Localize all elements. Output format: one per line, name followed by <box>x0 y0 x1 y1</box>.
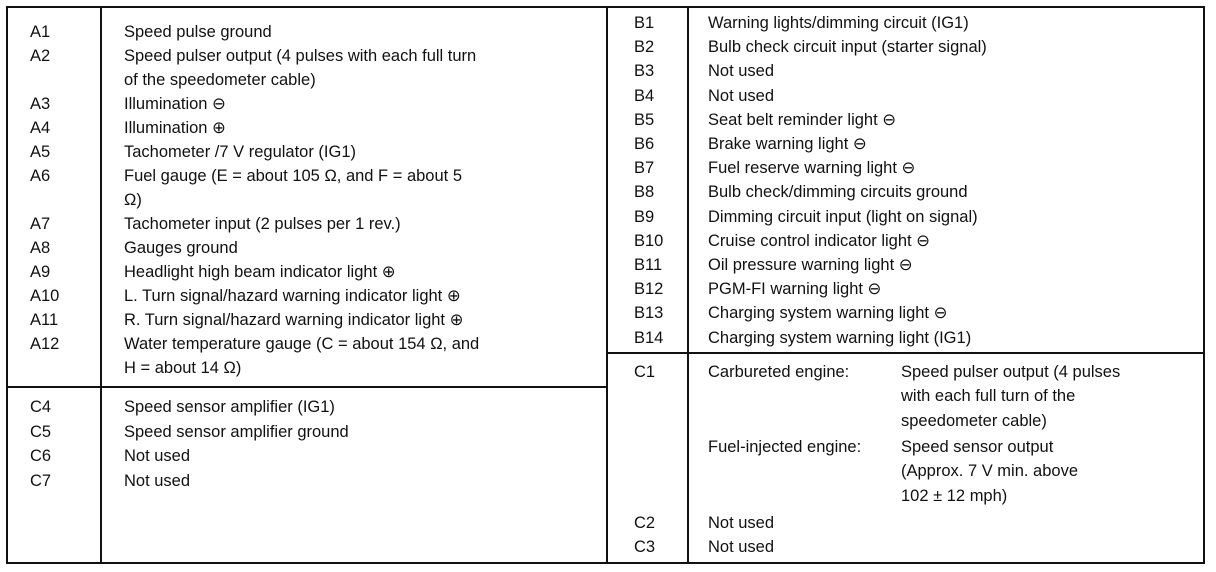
pin-description: Gauges ground <box>124 239 238 257</box>
carbureted-line-1: Speed pulser output (4 pulses <box>901 363 1121 381</box>
pin-code: B8 <box>634 183 655 202</box>
pin-description: Cruise control indicator light ⊖ <box>708 231 931 250</box>
pin-description: Headlight high beam indicator light ⊕ <box>124 263 396 281</box>
pin-code: B1 <box>634 14 655 32</box>
pin-description: Illumination ⊖ <box>124 95 226 113</box>
carbureted-line-3: speedometer cable) <box>901 412 1047 430</box>
pin-code: A8 <box>30 239 51 257</box>
pin-code: A9 <box>30 263 51 281</box>
carbureted-label: Carbureted engine: <box>708 363 850 381</box>
pin-code: B3 <box>634 62 655 81</box>
pin-description: Not used <box>124 447 191 465</box>
pin-description: Not used <box>708 62 775 81</box>
pin-description: Speed pulser output (4 pulses with each full turn <box>124 47 477 65</box>
center-divider <box>606 8 608 562</box>
pin-code: B6 <box>634 135 655 153</box>
pin-code: A2 <box>30 47 51 65</box>
pin-description: R. Turn signal/hazard warning indicator light ⊕ <box>124 311 464 329</box>
pin-description: Bulb check circuit input (starter signal) <box>708 38 987 57</box>
pin-description: Charging system warning light (IG1) <box>708 328 972 347</box>
pin-code: B5 <box>634 110 655 129</box>
pin-code: B13 <box>634 304 664 323</box>
pin-description: Seat belt reminder light ⊖ <box>708 110 897 129</box>
pin-description: Not used <box>708 538 775 556</box>
pin-description: PGM-FI warning light ⊖ <box>708 280 882 299</box>
pin-code: B12 <box>634 280 664 299</box>
pin-description: of the speedometer cable) <box>124 71 316 89</box>
pin-description: Charging system warning light ⊖ <box>708 304 948 323</box>
pin-code: C4 <box>30 398 52 416</box>
pin-description: Warning lights/dimming circuit (IG1) <box>708 14 969 32</box>
pin-code: A4 <box>30 119 51 137</box>
pin-description: Illumination ⊕ <box>124 119 226 137</box>
pin-code: A7 <box>30 215 51 233</box>
pin-description: Fuel gauge (E = about 105 Ω, and F = about 5 <box>124 167 462 185</box>
fuel-injected-line-1: Speed sensor output <box>901 438 1054 456</box>
pin-description: Tachometer /7 V regulator (IG1) <box>124 143 357 161</box>
pin-description: H = about 14 Ω) <box>124 359 242 377</box>
pin-code: B7 <box>634 159 655 178</box>
pin-code: C3 <box>634 538 656 556</box>
pin-code: B4 <box>634 86 655 105</box>
pin-code: A1 <box>30 23 51 41</box>
pin-description: Bulb check/dimming circuits ground <box>708 183 968 202</box>
fuel-injected-line-2: (Approx. 7 V min. above <box>901 462 1079 480</box>
pin-code: A5 <box>30 143 51 161</box>
carbureted-line-2: with each full turn of the <box>901 387 1076 405</box>
left-section-divider <box>8 386 606 388</box>
pin-code: B9 <box>634 207 655 226</box>
pin-description: Fuel reserve warning light ⊖ <box>708 159 916 178</box>
left-code-divider <box>100 8 102 562</box>
pin-code: A10 <box>30 287 60 305</box>
pin-code: A11 <box>30 311 59 329</box>
pin-description: Dimming circuit input (light on signal) <box>708 207 978 226</box>
pin-description: L. Turn signal/hazard warning indicator light ⊕ <box>124 287 461 305</box>
pin-code: C5 <box>30 422 52 441</box>
pin-code: A12 <box>30 335 60 353</box>
pin-code: A3 <box>30 95 51 113</box>
pin-description: Not used <box>708 86 775 105</box>
pin-description: Brake warning light ⊖ <box>708 135 867 153</box>
pin-code: B11 <box>634 256 663 274</box>
pin-description: Tachometer input (2 pulses per 1 rev.) <box>124 215 401 233</box>
fuel-injected-line-3: 102 ± 12 mph) <box>901 487 1008 505</box>
pin-code: B2 <box>634 38 655 57</box>
pin-description: Not used <box>708 514 775 532</box>
pin-description: Speed sensor amplifier ground <box>124 422 349 441</box>
pin-code: C7 <box>30 471 52 490</box>
pin-code: C6 <box>30 447 52 465</box>
fuel-injected-label: Fuel-injected engine: <box>708 438 862 456</box>
pin-description: Ω) <box>124 191 142 209</box>
pin-code: B14 <box>634 328 664 347</box>
right-section-divider <box>606 352 1203 354</box>
pin-code: B10 <box>634 231 664 250</box>
pin-code: C1 <box>634 363 656 381</box>
pin-description: Speed sensor amplifier (IG1) <box>124 398 335 416</box>
pin-description: Water temperature gauge (C = about 154 Ω, and <box>124 335 480 353</box>
pin-description: Oil pressure warning light ⊖ <box>708 256 913 274</box>
pin-description: Not used <box>124 471 191 490</box>
pin-code: A6 <box>30 167 51 185</box>
pin-code: C2 <box>634 514 656 532</box>
right-code-divider <box>687 8 689 562</box>
pin-description: Speed pulse ground <box>124 23 272 41</box>
